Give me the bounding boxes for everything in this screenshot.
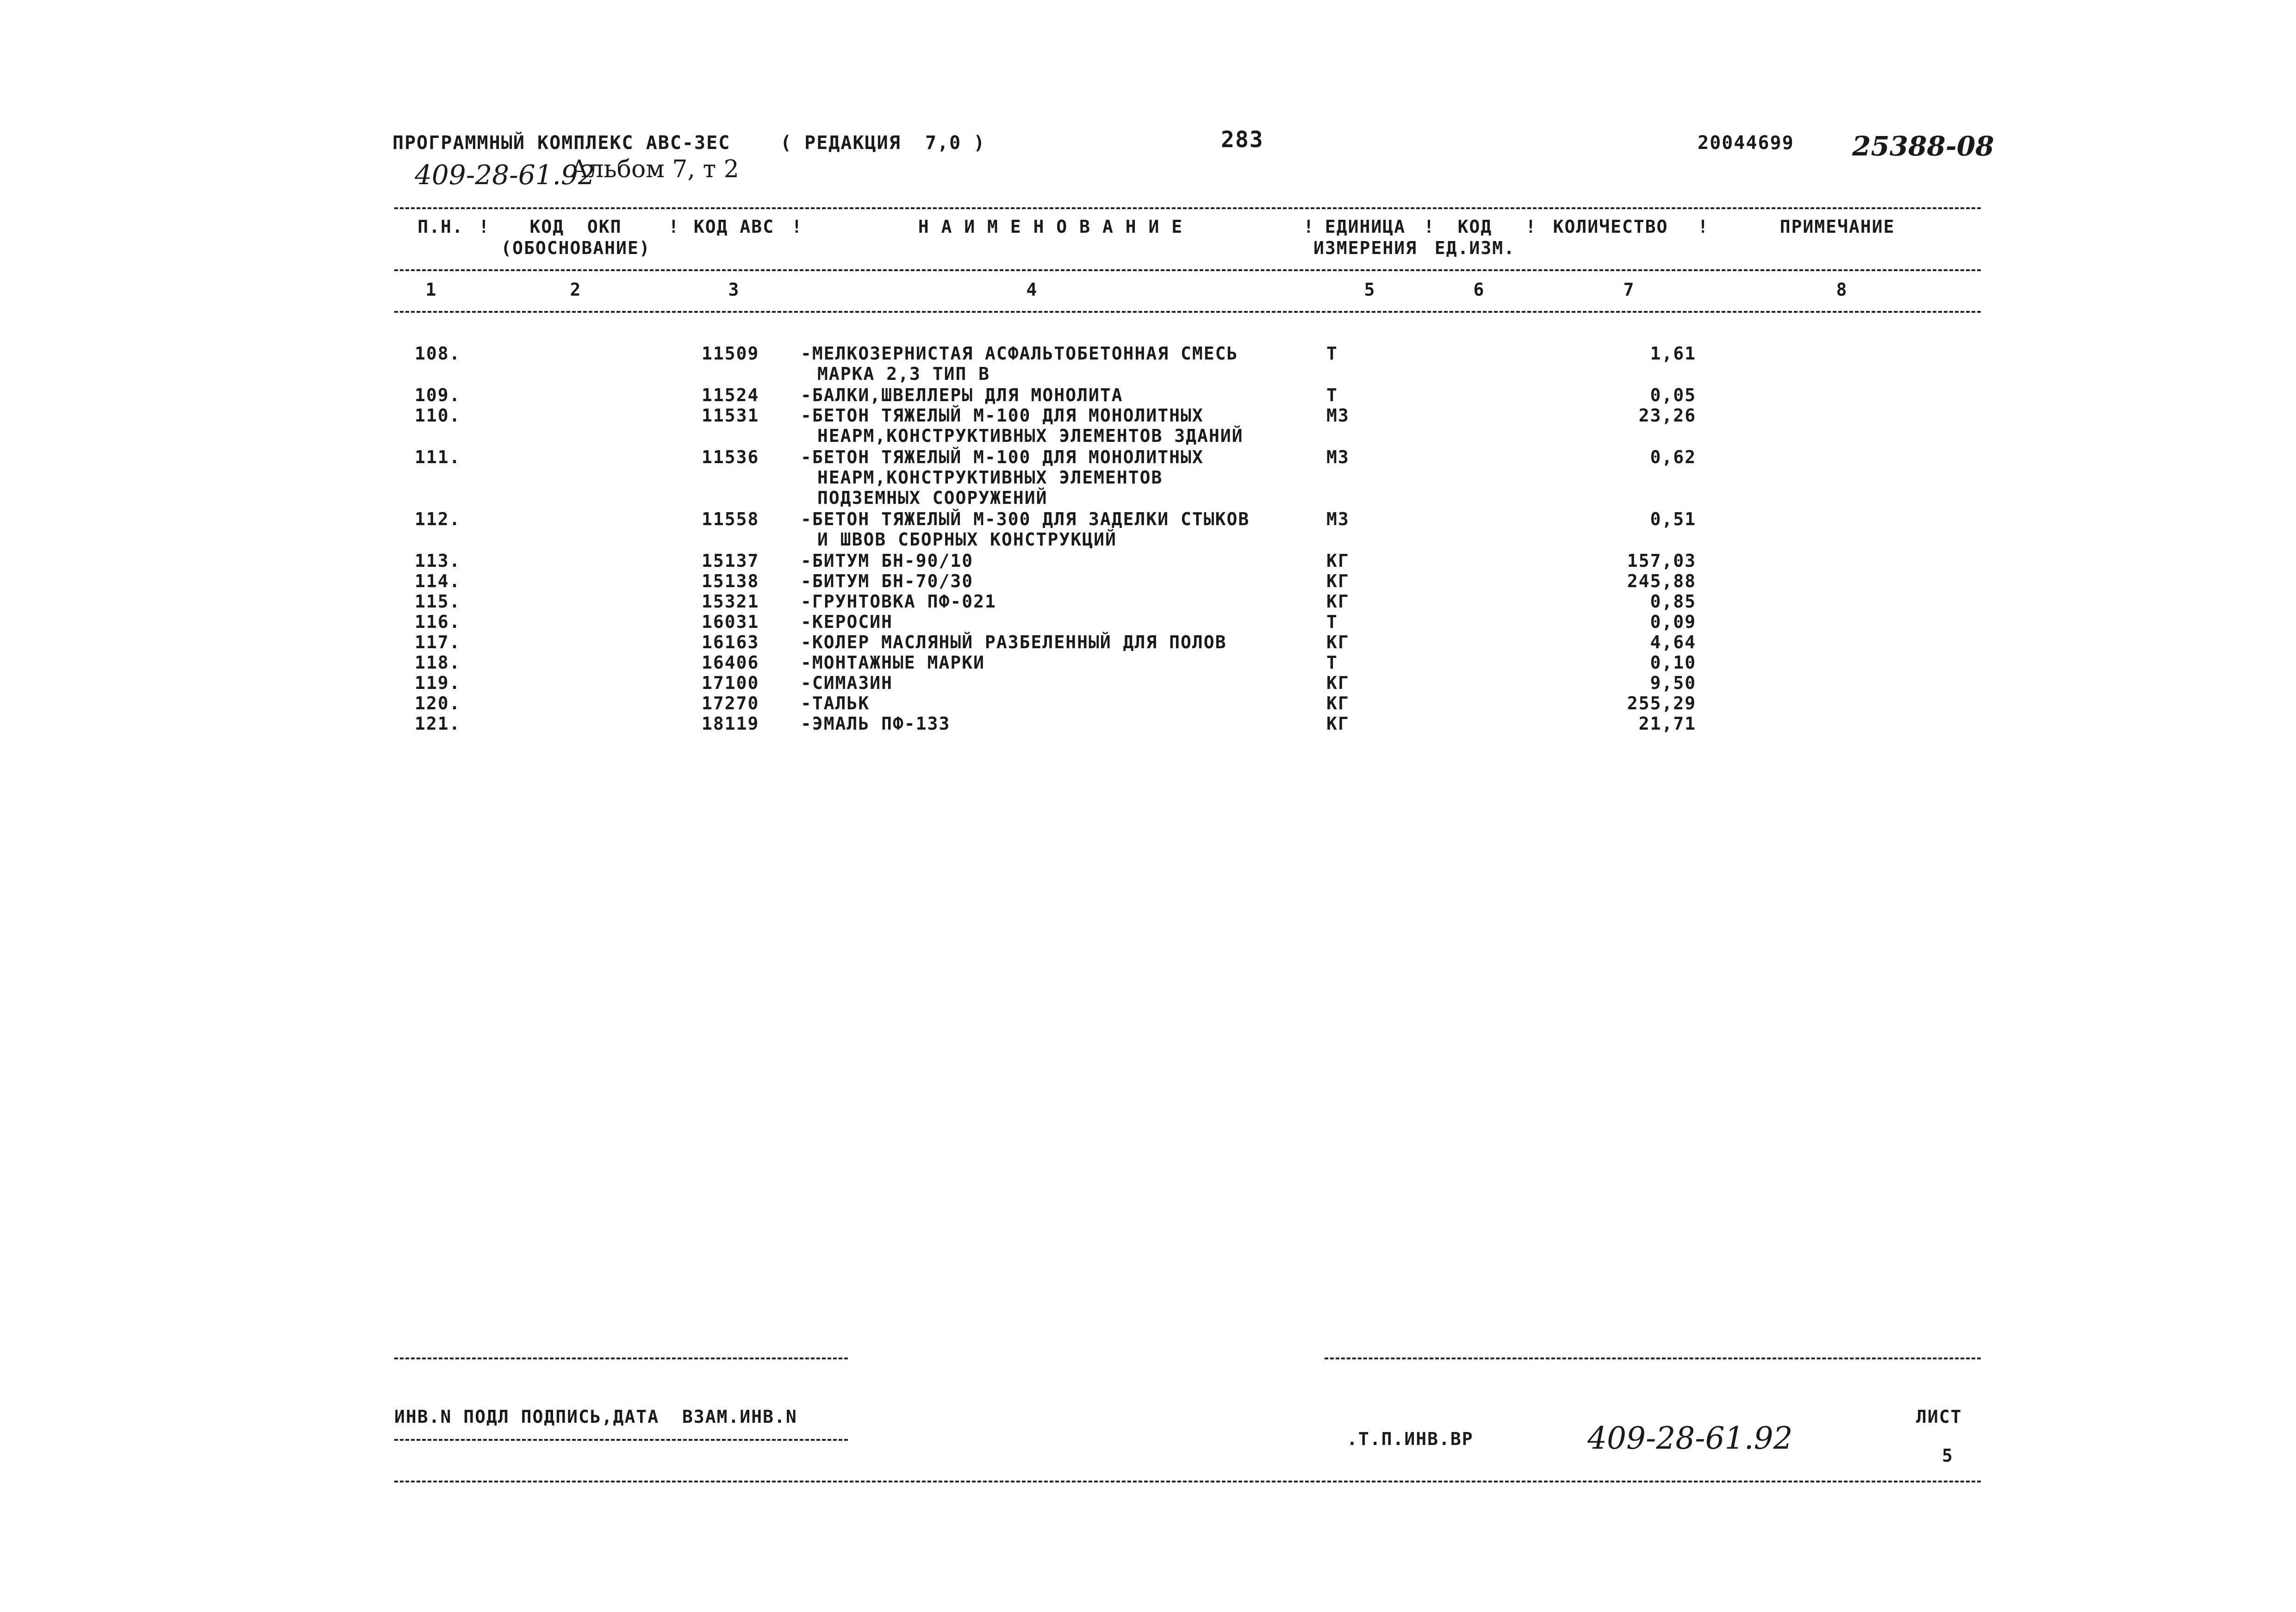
column-separator: !: [1698, 217, 1709, 237]
column-number: 5: [1364, 279, 1376, 300]
table-number-rule: [394, 311, 1981, 313]
row-name-line: -БАЛКИ,ШВЕЛЛЕРЫ ДЛЯ МОНОЛИТА: [801, 385, 1123, 405]
row-quantity: 0,62: [1650, 447, 1696, 467]
row-quantity: 9,50: [1650, 673, 1696, 693]
column-separator: !: [1525, 217, 1537, 237]
column-header-unit-code-sub: ЕД.ИЗМ.: [1434, 238, 1516, 258]
row-quantity: 0,85: [1650, 591, 1696, 612]
row-unit: КГ: [1326, 632, 1350, 652]
row-abc-code: 16031: [702, 612, 759, 632]
album-label: Альбом 7, т 2: [570, 155, 739, 183]
column-header-unit: ЕДИНИЦА: [1325, 217, 1406, 237]
column-separator: !: [1303, 217, 1315, 237]
row-number: 108.: [415, 343, 461, 364]
column-number: 6: [1473, 279, 1485, 300]
row-name-line: -ГРУНТОВКА ПФ-021: [801, 591, 996, 612]
row-unit: Т: [1326, 385, 1338, 405]
row-number: 109.: [415, 385, 461, 405]
row-quantity: 21,71: [1638, 713, 1696, 734]
handwritten-stamp: 25388-08: [1852, 130, 1994, 162]
column-header-name: Н А И М Е Н О В А Н И Е: [918, 217, 1183, 237]
column-separator: !: [668, 217, 680, 237]
row-name-line: -СИМАЗИН: [801, 673, 893, 693]
row-name-line: -ТАЛЬК: [801, 693, 870, 713]
row-name-line: -ЭМАЛЬ ПФ-133: [801, 713, 951, 734]
row-name-line: НЕАРМ,КОНСТРУКТИВНЫХ ЭЛЕМЕНТОВ ЗДАНИЙ: [817, 426, 1244, 446]
row-name-line: -МОНТАЖНЫЕ МАРКИ: [801, 652, 985, 673]
row-number: 118.: [415, 652, 461, 673]
row-number: 110.: [415, 405, 461, 426]
column-header-pn: П.Н.: [417, 217, 464, 237]
column-header-unit-code: КОД: [1457, 217, 1493, 237]
row-abc-code: 11536: [702, 447, 759, 467]
row-name-line: МАРКА 2,3 ТИП В: [817, 364, 990, 384]
row-unit: КГ: [1326, 591, 1350, 612]
column-header-quantity: КОЛИЧЕСТВО: [1553, 217, 1668, 237]
program-title: ПРОГРАММНЫЙ КОМПЛЕКС АВС-3ЕС: [392, 132, 731, 154]
column-header-okp: КОД ОКП: [529, 217, 622, 237]
row-name-line: -БИТУМ БН-90/10: [801, 551, 974, 571]
row-quantity: 4,64: [1650, 632, 1696, 652]
row-quantity: 1,61: [1650, 343, 1696, 364]
column-number: 8: [1836, 279, 1848, 300]
row-abc-code: 16406: [702, 652, 759, 673]
footer-bottom-rule: [394, 1481, 1981, 1482]
row-abc-code: 15137: [702, 551, 759, 571]
row-unit: КГ: [1326, 551, 1350, 571]
edition-label: ( РЕДАКЦИЯ 7,0 ): [780, 132, 986, 154]
column-separator: !: [791, 217, 803, 237]
row-abc-code: 15321: [702, 591, 759, 612]
column-separator: !: [479, 217, 490, 237]
row-quantity: 0,51: [1650, 509, 1696, 529]
row-name-line: НЕАРМ,КОНСТРУКТИВНЫХ ЭЛЕМЕНТОВ: [817, 467, 1163, 488]
page-number: 283: [1221, 127, 1264, 153]
document-code: 20044699: [1698, 132, 1794, 154]
footer-tp-label: .Т.П.ИНВ.ВР: [1347, 1429, 1474, 1449]
row-abc-code: 11558: [702, 509, 759, 529]
row-number: 112.: [415, 509, 461, 529]
row-abc-code: 16163: [702, 632, 759, 652]
row-abc-code: 17100: [702, 673, 759, 693]
footer-sheet-number: 5: [1942, 1445, 1954, 1466]
row-abc-code: 11509: [702, 343, 759, 364]
row-number: 117.: [415, 632, 461, 652]
table-top-rule: [394, 207, 1981, 209]
row-quantity: 0,05: [1650, 385, 1696, 405]
row-abc-code: 11524: [702, 385, 759, 405]
footer-left-top-rule: [394, 1358, 848, 1359]
row-name-line: -КЕРОСИН: [801, 612, 893, 632]
column-number: 3: [728, 279, 740, 300]
row-unit: М3: [1326, 405, 1350, 426]
row-quantity: 157,03: [1627, 551, 1696, 571]
column-number: 1: [425, 279, 437, 300]
row-unit: КГ: [1326, 673, 1350, 693]
column-header-abc: КОД АВС: [693, 217, 775, 237]
column-header-unit-sub: ИЗМЕРЕНИЯ: [1313, 238, 1417, 258]
row-unit: Т: [1326, 612, 1338, 632]
footer-right-top-rule: [1325, 1358, 1981, 1359]
row-number: 116.: [415, 612, 461, 632]
row-quantity: 255,29: [1627, 693, 1696, 713]
row-abc-code: 15138: [702, 571, 759, 591]
row-number: 113.: [415, 551, 461, 571]
row-name-line: -БЕТОН ТЯЖЕЛЫЙ М-100 ДЛЯ МОНОЛИТНЫХ: [801, 405, 1204, 426]
row-name-line: -БИТУМ БН-70/30: [801, 571, 974, 591]
row-name-line: -БЕТОН ТЯЖЕЛЫЙ М-100 ДЛЯ МОНОЛИТНЫХ: [801, 447, 1204, 467]
row-unit: М3: [1326, 447, 1350, 467]
row-abc-code: 17270: [702, 693, 759, 713]
column-header-note: ПРИМЕЧАНИЕ: [1780, 217, 1895, 237]
row-quantity: 245,88: [1627, 571, 1696, 591]
handwritten-reference: 409-28-61.92: [415, 159, 595, 191]
column-separator: !: [1424, 217, 1435, 237]
row-unit: КГ: [1326, 713, 1350, 734]
row-name-line: -КОЛЕР МАСЛЯНЫЙ РАЗБЕЛЕННЫЙ ДЛЯ ПОЛОВ: [801, 632, 1227, 652]
footer-signature-labels: ИНВ.N ПОДЛ ПОДПИСЬ,ДАТА ВЗАМ.ИНВ.N: [394, 1407, 797, 1427]
footer-sheet-label: ЛИСТ: [1916, 1407, 1962, 1427]
row-number: 115.: [415, 591, 461, 612]
row-unit: КГ: [1326, 693, 1350, 713]
row-number: 120.: [415, 693, 461, 713]
column-number: 2: [570, 279, 582, 300]
row-unit: Т: [1326, 343, 1338, 364]
table-header-rule: [394, 269, 1981, 271]
row-unit: КГ: [1326, 571, 1350, 591]
row-quantity: 0,09: [1650, 612, 1696, 632]
row-number: 114.: [415, 571, 461, 591]
row-number: 121.: [415, 713, 461, 734]
row-unit: Т: [1326, 652, 1338, 673]
row-abc-code: 11531: [702, 405, 759, 426]
column-header-okp-sub: (ОБОСНОВАНИЕ): [501, 238, 651, 258]
row-name-line: ПОДЗЕМНЫХ СООРУЖЕНИЙ: [817, 488, 1048, 508]
column-number: 7: [1623, 279, 1635, 300]
footer-left-mid-rule: [394, 1439, 848, 1441]
row-quantity: 0,10: [1650, 652, 1696, 673]
row-name-line: И ШВОВ СБОРНЫХ КОНСТРУКЦИЙ: [817, 529, 1117, 550]
column-number: 4: [1026, 279, 1038, 300]
row-name-line: -МЕЛКОЗЕРНИСТАЯ АСФАЛЬТОБЕТОННАЯ СМЕСЬ: [801, 343, 1238, 364]
row-number: 119.: [415, 673, 461, 693]
row-name-line: -БЕТОН ТЯЖЕЛЫЙ М-300 ДЛЯ ЗАДЕЛКИ СТЫКОВ: [801, 509, 1250, 529]
row-number: 111.: [415, 447, 461, 467]
footer-handwritten-reference: 409-28-61.92: [1587, 1420, 1793, 1456]
row-quantity: 23,26: [1638, 405, 1696, 426]
row-abc-code: 18119: [702, 713, 759, 734]
row-unit: М3: [1326, 509, 1350, 529]
